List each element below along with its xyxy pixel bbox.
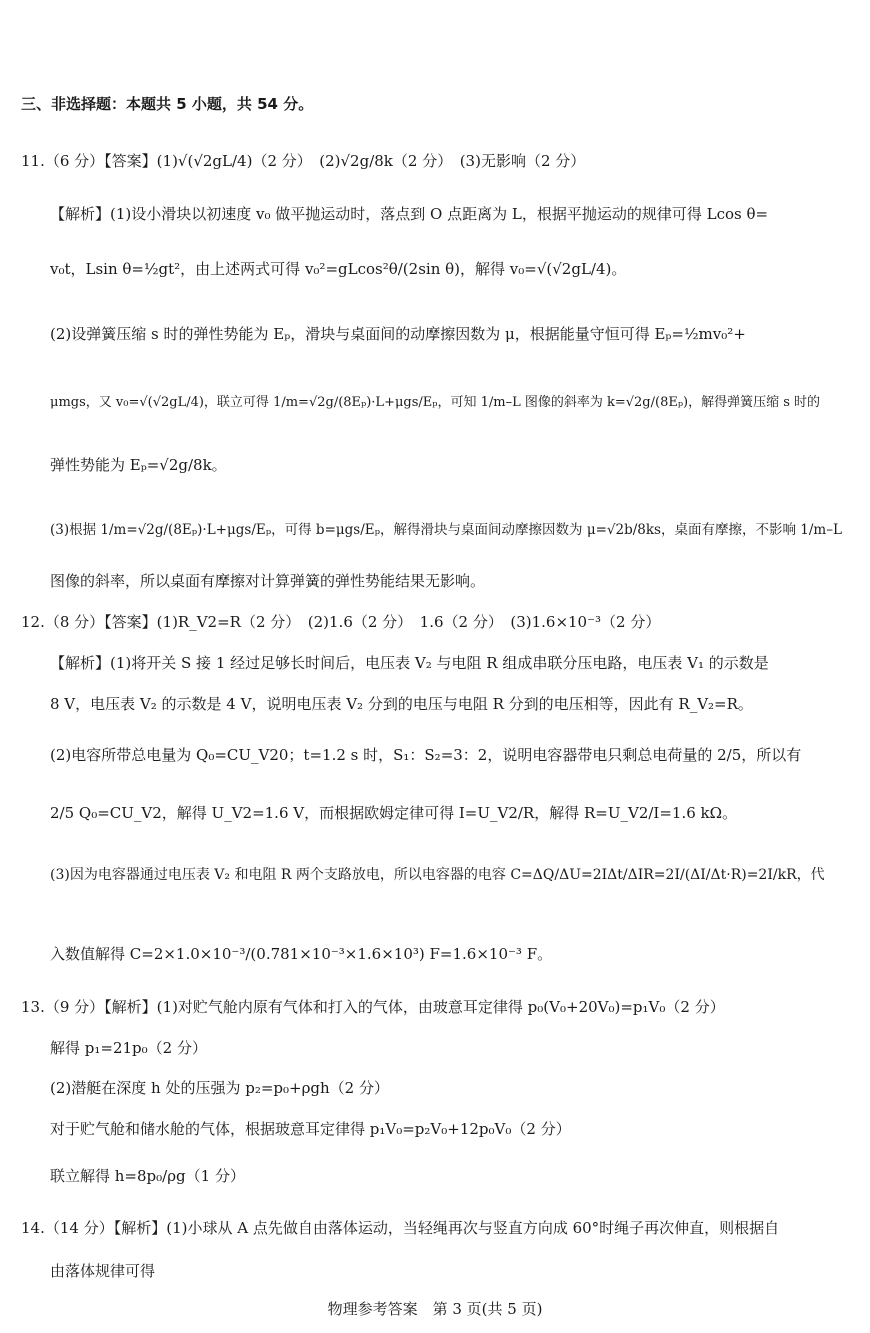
- q11-answer: 11.（6 分）【答案】(1)√(√2gL/4)（2 分） (2)√2g/8k（2 分） (3)无影响（2 分）: [21, 152, 586, 170]
- q13-line-3: 对于贮气舱和储水舱的气体，根据玻意耳定律得 p₁V₀=p₂V₀+12p₀V₀（2 分）: [50, 1120, 571, 1138]
- q12-analysis-6: 入数值解得 C=2×1.0×10⁻³/(0.781×10⁻³×1.6×10³) F=1.6×10⁻³ F。: [50, 945, 553, 963]
- q13-analysis-head: 13.（9 分）【解析】(1)对贮气舱内原有气体和打入的气体，由玻意耳定律得 p₀(V₀+20V₀)=p₁V₀（2 分）: [21, 998, 725, 1016]
- section-title: 三、非选择题：本题共 5 小题，共 54 分。: [21, 95, 314, 113]
- q12-answer: 12.（8 分）【答案】(1)R_V2=R（2 分） (2)1.6（2 分） 1.6（2 分） (3)1.6×10⁻³（2 分）: [21, 613, 661, 631]
- q11-analysis-5: 弹性势能为 Eₚ=√2g/8k。: [50, 456, 227, 474]
- page-footer: 物理参考答案 第 3 页(共 5 页): [327, 1300, 543, 1318]
- q12-analysis-2: 8 V，电压表 V₂ 的示数是 4 V，说明电压表 V₂ 分到的电压与电阻 R 分到的电压相等，因此有 R_V₂=R。: [50, 695, 753, 713]
- q11-analysis-2: v₀t，Lsin θ=½gt²，由上述两式可得 v₀²=gLcos²θ/(2sin θ)，解得 v₀=√(√2gL/4)。: [50, 260, 627, 278]
- q14-analysis-head: 14.（14 分）【解析】(1)小球从 A 点先做自由落体运动，当轻绳再次与竖直方向成 60°时绳子再次伸直，则根据自: [21, 1219, 780, 1237]
- q11-analysis-6: (3)根据 1/m=√2g/(8Eₚ)·L+μgs/Eₚ，可得 b=μgs/Eₚ，解得滑块与桌面间动摩擦因数为 μ=√2b/8ks，桌面有摩擦，不影响 1/m–L: [50, 522, 842, 538]
- q12-analysis-5: (3)因为电容器通过电压表 V₂ 和电阻 R 两个支路放电，所以电容器的电容 C=ΔQ/ΔU=2IΔt/ΔIR=2I/(ΔI/Δt·R)=2I/kR，代: [50, 867, 825, 883]
- q11-analysis-4: μmgs，又 v₀=√(√2gL/4)，联立可得 1/m=√2g/(8Eₚ)·L+μgs/Eₚ，可知 1/m–L 图像的斜率为 k=√2g/(8Eₚ)，解得弹簧压缩 s 时的: [50, 395, 821, 410]
- q11-analysis-7: 图像的斜率，所以桌面有摩擦对计算弹簧的弹性势能结果无影响。: [50, 572, 486, 590]
- q11-analysis-1: 【解析】(1)设小滑块以初速度 v₀ 做平抛运动时，落点到 O 点距离为 L，根据平抛运动的规律可得 Lcos θ=: [50, 205, 769, 223]
- q13-line-1: 解得 p₁=21p₀（2 分）: [50, 1039, 207, 1057]
- q12-analysis-1: 【解析】(1)将开关 S 接 1 经过足够长时间后，电压表 V₂ 与电阻 R 组成串联分压电路，电压表 V₁ 的示数是: [50, 654, 769, 672]
- q12-analysis-4: 2/5 Q₀=CU_V2，解得 U_V2=1.6 V，而根据欧姆定律可得 I=U_V2/R，解得 R=U_V2/I=1.6 kΩ。: [50, 804, 738, 822]
- q13-line-4: 联立解得 h=8p₀/ρg（1 分）: [50, 1167, 245, 1185]
- q13-line-2: (2)潜艇在深度 h 处的压强为 p₂=p₀+ρgh（2 分）: [50, 1079, 389, 1097]
- q12-analysis-3: (2)电容所带总电量为 Q₀=CU_V20；t=1.2 s 时，S₁：S₂=3：2，说明电容器带电只剩总电荷量的 2/5，所以有: [50, 746, 802, 764]
- q14-line-1: 由落体规律可得: [50, 1262, 156, 1280]
- q11-analysis-3: (2)设弹簧压缩 s 时的弹性势能为 Eₚ，滑块与桌面间的动摩擦因数为 μ，根据能量守恒可得 Eₚ=½mv₀²+: [50, 325, 746, 343]
